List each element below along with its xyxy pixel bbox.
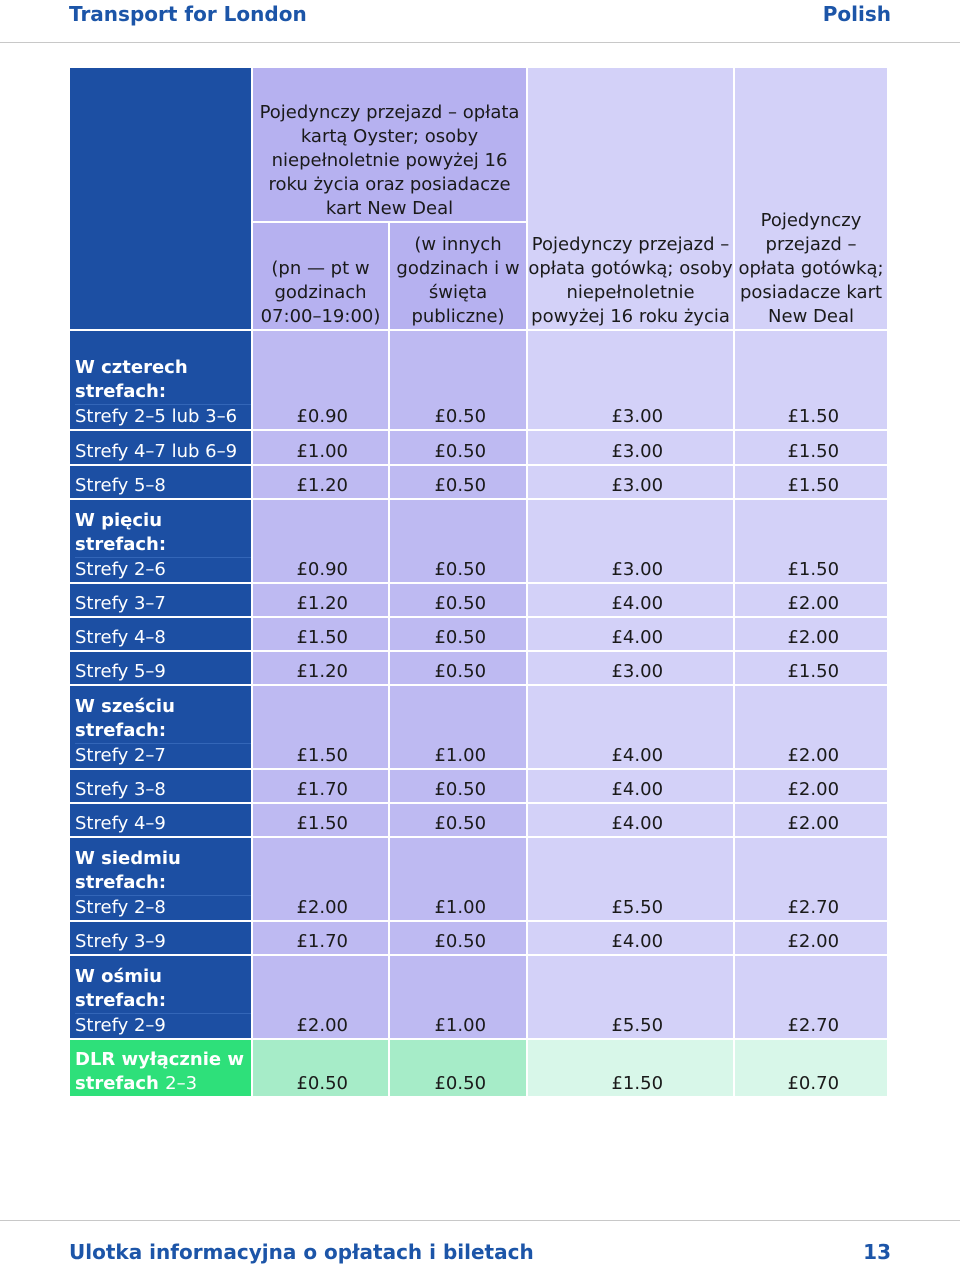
fare-cash-newdeal: £2.00 (734, 803, 888, 837)
fare-oyster-offpeak: £1.00 (389, 955, 527, 1039)
fare-oyster-offpeak: £1.00 (389, 685, 527, 769)
fare-oyster-peak: £1.20 (252, 583, 389, 617)
fare-cash-newdeal: £2.00 (734, 685, 888, 769)
fare-oyster-peak: £1.70 (252, 921, 389, 955)
table-row (69, 1039, 888, 1097)
table-corner (69, 67, 252, 330)
fare-oyster-offpeak: £1.00 (389, 837, 527, 921)
table-row (69, 583, 888, 617)
sub-header-offpeak: (w innych godzinach i w święta publiczne) (389, 222, 527, 330)
fare-oyster-peak: £1.50 (252, 617, 389, 651)
zone-label: Strefy 2–9 (75, 1015, 166, 1036)
fare-cash-minor: £3.00 (527, 499, 734, 583)
zone-label: Strefy 5–9 (69, 651, 252, 685)
zone-cell (69, 685, 252, 769)
fare-oyster-peak: £2.00 (252, 955, 389, 1039)
table-row (69, 685, 888, 769)
fare-oyster-offpeak: £0.50 (389, 769, 527, 803)
fare-oyster-offpeak: £0.50 (389, 330, 527, 430)
table-row (69, 499, 888, 583)
fare-cash-minor: £4.00 (527, 803, 734, 837)
fare-cash-minor: £4.00 (527, 921, 734, 955)
table-row (69, 803, 888, 837)
fare-cash-minor: £3.00 (527, 651, 734, 685)
fare-oyster-offpeak: £0.50 (389, 465, 527, 499)
col-header-oyster: Pojedynczy przejazd – opłata kartą Oyster; osoby niepełnoletnie powyżej 16 roku życia oraz posiadacze kart New Deal (252, 67, 527, 222)
zone-cell (69, 955, 252, 1039)
group-label: W pięciu strefach: (75, 509, 251, 558)
table-row (69, 430, 888, 465)
zone-label: 2–3 (165, 1073, 198, 1094)
fare-oyster-offpeak: £0.50 (389, 499, 527, 583)
zone-cell (69, 837, 252, 921)
zone-label: Strefy 2–7 (75, 745, 166, 766)
fare-oyster-peak: £0.50 (252, 1039, 389, 1097)
zone-label: Strefy 4–9 (69, 803, 252, 837)
zone-label: Strefy 2–8 (75, 897, 166, 918)
fares-table (68, 66, 889, 1098)
fare-cash-newdeal: £1.50 (734, 430, 888, 465)
fare-cash-newdeal: £2.70 (734, 837, 888, 921)
fare-cash-newdeal: £1.50 (734, 499, 888, 583)
table-row (69, 921, 888, 955)
page-footer (0, 1220, 960, 1271)
page-header (0, 0, 960, 44)
fare-cash-newdeal: £2.00 (734, 921, 888, 955)
fare-oyster-offpeak: £0.50 (389, 651, 527, 685)
fare-cash-newdeal: £1.50 (734, 465, 888, 499)
fare-cash-newdeal: £1.50 (734, 330, 888, 430)
zone-cell (69, 330, 252, 430)
zone-label: Strefy 4–7 lub 6–9 (69, 430, 252, 465)
zone-label: Strefy 4–8 (69, 617, 252, 651)
fare-oyster-peak: £0.90 (252, 499, 389, 583)
zone-label: Strefy 5–8 (69, 465, 252, 499)
zone-label: Strefy 3–7 (69, 583, 252, 617)
fare-cash-minor: £3.00 (527, 330, 734, 430)
fare-oyster-offpeak: £0.50 (389, 803, 527, 837)
fare-oyster-peak: £1.50 (252, 803, 389, 837)
fare-oyster-peak: £2.00 (252, 837, 389, 921)
fare-cash-minor: £5.50 (527, 837, 734, 921)
group-label: W czterech strefach: (75, 356, 251, 405)
fare-cash-newdeal: £2.00 (734, 583, 888, 617)
fare-oyster-peak: £0.90 (252, 330, 389, 430)
fare-cash-newdeal: £2.00 (734, 617, 888, 651)
fare-oyster-peak: £1.00 (252, 430, 389, 465)
col-header-cash-minor: Pojedynczy przejazd – opłata gotówką; osoby niepełnoletnie powyżej 16 roku życia (527, 67, 734, 330)
fare-oyster-offpeak: £0.50 (389, 617, 527, 651)
fare-cash-newdeal: £1.50 (734, 651, 888, 685)
fare-oyster-offpeak: £0.50 (389, 1039, 527, 1097)
fare-oyster-offpeak: £0.50 (389, 583, 527, 617)
language-label: Polish (822, 2, 891, 26)
fare-cash-newdeal: £2.00 (734, 769, 888, 803)
col-header-cash-newdeal: Pojedynczy przejazd – opłata gotówką; posiadacze kart New Deal (734, 67, 888, 330)
fare-cash-minor: £4.00 (527, 617, 734, 651)
zone-label: Strefy 3–9 (69, 921, 252, 955)
table-row (69, 955, 888, 1039)
fare-oyster-offpeak: £0.50 (389, 430, 527, 465)
dlr-label: DLR wyłącznie w strefach (75, 1049, 244, 1094)
table-row (69, 651, 888, 685)
fare-cash-newdeal: £0.70 (734, 1039, 888, 1097)
table-row (69, 837, 888, 921)
footer-title: Ulotka informacyjna o opłatach i biletach (69, 1240, 534, 1264)
zone-label: Strefy 3–8 (69, 769, 252, 803)
group-label: W sześciu strefach: (75, 695, 251, 744)
table-row (69, 330, 888, 430)
fare-cash-minor: £3.00 (527, 430, 734, 465)
table-row (69, 769, 888, 803)
fare-cash-minor: £3.00 (527, 465, 734, 499)
org-name: Transport for London (69, 2, 307, 26)
fare-cash-minor: £4.00 (527, 685, 734, 769)
fare-cash-minor: £5.50 (527, 955, 734, 1039)
fare-oyster-peak: £1.70 (252, 769, 389, 803)
zone-cell (69, 499, 252, 583)
sub-header-peak: (pn — pt w godzinach 07:00–19:00) (252, 222, 389, 330)
group-label: W siedmiu strefach: (75, 847, 251, 896)
table-row (69, 465, 888, 499)
fare-oyster-peak: £1.50 (252, 685, 389, 769)
zone-label: Strefy 2–5 lub 3–6 (75, 406, 238, 427)
footer-divider (0, 1220, 960, 1221)
header-divider (0, 42, 960, 43)
page-number: 13 (863, 1240, 891, 1264)
table-row (69, 617, 888, 651)
fare-oyster-offpeak: £0.50 (389, 921, 527, 955)
fare-cash-minor: £4.00 (527, 769, 734, 803)
fare-cash-minor: £1.50 (527, 1039, 734, 1097)
fare-oyster-peak: £1.20 (252, 465, 389, 499)
group-label: W ośmiu strefach: (75, 965, 251, 1014)
fare-cash-newdeal: £2.70 (734, 955, 888, 1039)
zone-label: Strefy 2–6 (75, 559, 166, 580)
fare-cash-minor: £4.00 (527, 583, 734, 617)
dlr-zone-cell (69, 1039, 252, 1097)
fare-oyster-peak: £1.20 (252, 651, 389, 685)
